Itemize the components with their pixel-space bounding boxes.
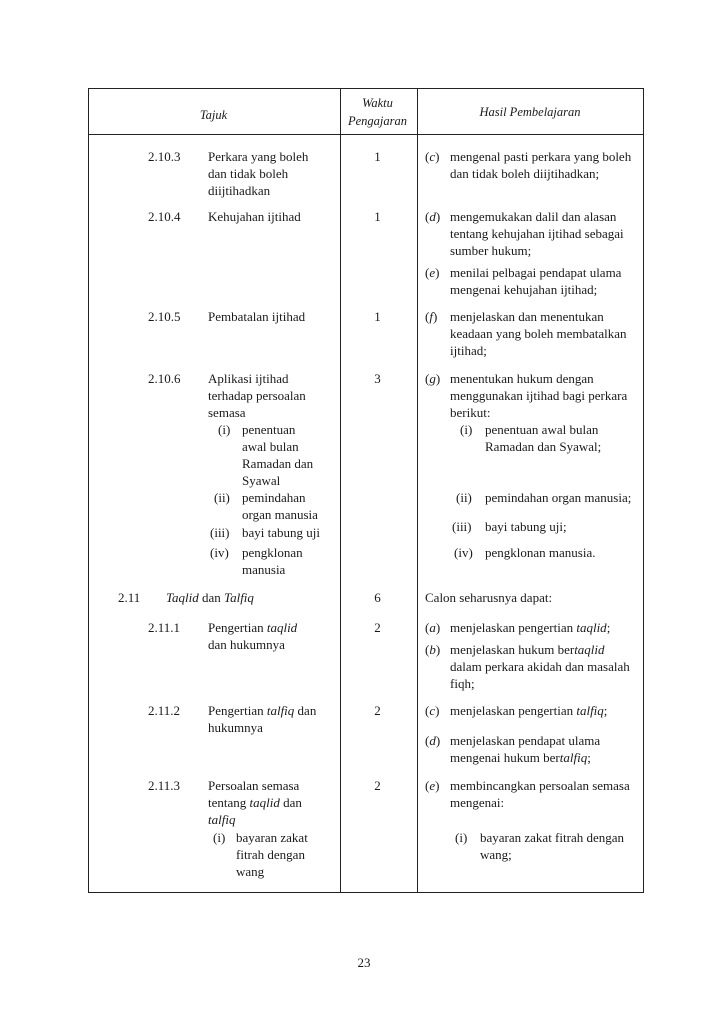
topic-number: 2.11.1 <box>148 620 181 635</box>
sub-item-text: organ manusia <box>242 507 318 522</box>
teaching-time: 2 <box>374 703 381 718</box>
sub-item-text: penentuan <box>242 422 296 437</box>
sub-item-number: (iii) <box>210 525 230 540</box>
topic-title: talfiq <box>208 812 236 827</box>
teaching-time: 6 <box>374 590 381 605</box>
outcome-text: tentang kehujahan ijtihad sebagai <box>450 226 624 241</box>
teaching-time: 2 <box>374 778 381 793</box>
topic-title: Kehujahan ijtihad <box>208 209 301 224</box>
sub-item-text: wang <box>236 864 265 879</box>
outcome-text: membincangkan persoalan semasa <box>450 778 630 793</box>
sub-item-text: manusia <box>242 562 286 577</box>
sub-item-number: (i) <box>213 830 226 845</box>
outcome-text: menjelaskan pengertian talfiq; <box>450 703 608 718</box>
outcome-text: menjelaskan dan menentukan <box>450 309 604 324</box>
topic-number: 2.11.2 <box>148 703 181 718</box>
sub-item-number: (i) <box>218 422 231 437</box>
outcome-sub-text: wang; <box>480 847 512 862</box>
outcome-text: menggunakan ijtihad bagi perkara <box>450 388 628 403</box>
sub-item-text: bayi tabung uji <box>242 525 320 540</box>
outcome-intro: Calon seharusnya dapat: <box>425 590 553 605</box>
outcome-letter: (f) <box>425 309 438 324</box>
outcome-letter: (a) <box>425 620 441 635</box>
outcome-text: menentukan hukum dengan <box>450 371 594 386</box>
teaching-time: 1 <box>374 209 381 224</box>
column-divider-2 <box>417 89 418 892</box>
topic-title: Aplikasi ijtihad <box>208 371 289 386</box>
outcome-sub-number: (ii) <box>456 490 472 505</box>
topic-title: Pengertian taqlid <box>208 620 298 635</box>
topic-title: hukumnya <box>208 720 263 735</box>
outcome-text: dalam perkara akidah dan masalah <box>450 659 630 674</box>
outcome-text: menjelaskan hukum bertaqlid <box>450 642 605 657</box>
sub-item-text: fitrah dengan <box>236 847 305 862</box>
outcome-text: fiqh; <box>450 676 475 691</box>
outcome-sub-text: pengklonan manusia. <box>485 545 596 560</box>
topic-title: dan tidak boleh <box>208 166 289 181</box>
topic-title: Pembatalan ijtihad <box>208 309 306 324</box>
outcome-sub-text: bayaran zakat fitrah dengan <box>480 830 625 845</box>
outcome-text: mengemukakan dalil dan alasan <box>450 209 617 224</box>
topic-title: diijtihadkan <box>208 183 271 198</box>
outcome-letter: (g) <box>425 371 441 386</box>
outcome-text: menjelaskan pendapat ulama <box>450 733 601 748</box>
page-number: 23 <box>357 955 371 970</box>
sub-item-number: (ii) <box>214 490 230 505</box>
outcome-text: mengenai: <box>450 795 505 810</box>
topic-number: 2.10.4 <box>148 209 181 224</box>
outcome-letter: (b) <box>425 642 441 657</box>
outcome-letter: (e) <box>425 778 440 793</box>
outcome-sub-text: penentuan awal bulan <box>485 422 599 437</box>
topic-number: 2.10.6 <box>148 371 181 386</box>
topic-title: Perkara yang boleh <box>208 149 309 164</box>
sub-item-text: pemindahan <box>242 490 306 505</box>
outcome-letter: (d) <box>425 733 441 748</box>
outcome-sub-text: bayi tabung uji; <box>485 519 567 534</box>
topic-number: 2.10.5 <box>148 309 181 324</box>
outcome-text: mengenai hukum bertalfiq; <box>450 750 591 765</box>
outcome-sub-text: Ramadan dan Syawal; <box>485 439 602 454</box>
outcome-letter: (e) <box>425 265 440 280</box>
section-title: Taqlid dan Talfiq <box>166 590 254 605</box>
sub-item-text: awal bulan <box>242 439 299 454</box>
topic-title: semasa <box>208 405 246 420</box>
sub-item-text: Ramadan dan <box>242 456 314 471</box>
outcome-text: mengenal pasti perkara yang boleh <box>450 149 632 164</box>
teaching-time: 1 <box>374 149 381 164</box>
outcome-sub-number: (iii) <box>452 519 472 534</box>
outcome-letter: (c) <box>425 703 440 718</box>
outcome-text: keadaan yang boleh membatalkan <box>450 326 627 341</box>
sub-item-text: Syawal <box>242 473 281 488</box>
outcome-sub-number: (iv) <box>454 545 473 560</box>
outcome-text: menilai pelbagai pendapat ulama <box>450 265 622 280</box>
outcome-text: mengenai kehujahan ijtihad; <box>450 282 598 297</box>
teaching-time: 1 <box>374 309 381 324</box>
header-hasil: Hasil Pembelajaran <box>479 105 581 119</box>
section-number: 2.11 <box>118 590 141 605</box>
outcome-letter: (d) <box>425 209 441 224</box>
sub-item-text: bayaran zakat <box>236 830 308 845</box>
outcome-text: menjelaskan pengertian taqlid; <box>450 620 611 635</box>
topic-title: terhadap persoalan <box>208 388 306 403</box>
topic-title: Pengertian talfiq dan <box>208 703 317 718</box>
header-tajuk: Tajuk <box>199 108 228 122</box>
header-divider <box>89 134 643 135</box>
outcome-sub-number: (i) <box>455 830 468 845</box>
topic-title: Persoalan semasa <box>208 778 300 793</box>
outcome-sub-text: pemindahan organ manusia; <box>485 490 632 505</box>
outcome-text: dan tidak boleh diijtihadkan; <box>450 166 600 181</box>
sub-item-text: pengklonan <box>242 545 303 560</box>
topic-number: 2.11.3 <box>148 778 181 793</box>
sub-item-number: (iv) <box>210 545 229 560</box>
teaching-time: 3 <box>374 371 381 386</box>
outcome-text: sumber hukum; <box>450 243 532 258</box>
topic-title: dan hukumnya <box>208 637 285 652</box>
header-waktu-line1: Waktu <box>362 96 393 110</box>
header-waktu-line2: Pengajaran <box>347 114 408 128</box>
teaching-time: 2 <box>374 620 381 635</box>
outcome-sub-number: (i) <box>460 422 473 437</box>
outcome-text: berikut: <box>450 405 491 420</box>
outcome-letter: (c) <box>425 149 440 164</box>
outcome-text: ijtihad; <box>450 343 487 358</box>
topic-title: tentang taqlid dan <box>208 795 302 810</box>
topic-number: 2.10.3 <box>148 149 181 164</box>
